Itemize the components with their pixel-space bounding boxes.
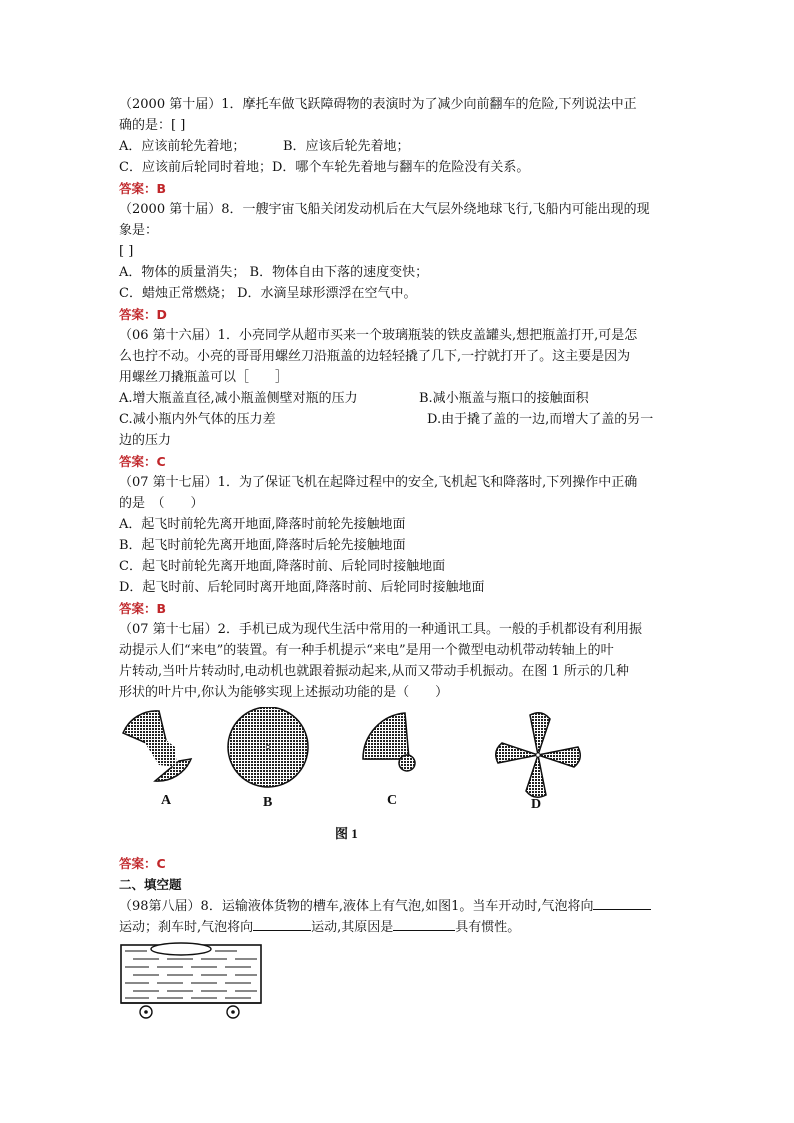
- q5-stem-line4: 形状的叶片中,你认为能够实现上述振动功能的是（ ）: [119, 685, 449, 700]
- q3-option-b: B.减小瓶盖与瓶口的接触面积: [419, 391, 589, 406]
- q2-options-ab: [119, 262, 679, 283]
- figure-label-a: A: [161, 793, 172, 808]
- q1-option-c: C．应该前后轮同时着地；: [119, 160, 272, 175]
- q5-stem-line2: 动提示人们“来电”的装置。有一种手机提示“来电”是用一个微型电动机带动转轴上的叶: [119, 643, 614, 658]
- blade-shape-b: [228, 707, 308, 787]
- q2-option-c: C．蜡烛正常燃烧；: [119, 286, 233, 301]
- q2-answer: 答案：D: [119, 307, 167, 322]
- q3-option-d-cont: 边的压力: [119, 433, 172, 448]
- q5-stem-line3: 片转动,当叶片转动时,电动机也就跟着振动起来,从而又带动手机振动。在图 1 所示的几种: [119, 664, 629, 679]
- q4-stem-line2: 的是 （ ）: [119, 496, 204, 511]
- q5-stem-line1: （07 第十七届）2．手机已成为现代生活中常用的一种通讯工具。一般的手机都设有利用振: [119, 622, 642, 637]
- q2-options-cd: [119, 283, 679, 304]
- q1-option-d: D．哪个车轮先着地与翻车的危险没有关系。: [271, 160, 530, 175]
- figure-label-c: C: [387, 793, 398, 808]
- q2-stem-line1: （2000 第十届）8．一艘宇宙飞船关闭发动机后在大气层外绕地球飞行,飞船内可能出现的现: [119, 202, 650, 217]
- figure-label-b: B: [263, 795, 273, 810]
- q4-option-b: B．起飞时前轮先离开地面,降落时后轮先接触地面: [119, 538, 406, 553]
- fill-question-line1: [119, 895, 679, 916]
- fill-question-stem: （98第八届）8．运输液体货物的槽车,液体上有气泡,如图1。当车开动时,气泡将向: [119, 899, 594, 914]
- tank-truck-figure: [119, 941, 269, 1021]
- q4-option-a: A．起飞时前轮先离开地面,降落时前轮先接触地面: [119, 517, 406, 532]
- blade-shape-c: [363, 713, 415, 771]
- q3-options-ab: [119, 388, 679, 409]
- blade-shape-a: [123, 711, 191, 781]
- q3-answer: 答案：C: [119, 454, 166, 469]
- figure-caption: 图 1: [335, 826, 358, 841]
- q3-stem-line3: 用螺丝刀撬瓶盖可以［ ］: [119, 370, 289, 385]
- blank-1: [593, 895, 651, 910]
- q3-stem-line2: 么也拧不动。小亮的哥哥用螺丝刀沿瓶盖的边轻轻撬了几下,一拧就打开了。这主要是因为: [119, 349, 631, 364]
- figure-label-d: D: [531, 797, 542, 812]
- q2-option-b: B．物体自由下落的速度变快；: [249, 265, 429, 280]
- document-page: [119, 94, 679, 1021]
- q4-option-d: D．起飞时前、后轮同时离开地面,降落时前、后轮同时接触地面: [119, 580, 485, 595]
- q3-option-c: C.减小瓶内外气体的压力差: [119, 412, 276, 427]
- q1-stem-line1: （2000 第十届）1．摩托车做飞跃障碍物的表演时为了减少向前翻车的危险,下列说法中正: [119, 97, 637, 112]
- section-heading: 二、填空题: [119, 877, 182, 892]
- tank-truck-svg: [119, 941, 269, 1023]
- q1-options-cd: [119, 157, 679, 178]
- q4-stem-line1: （07 第十七届）1．为了保证飞机在起降过程中的安全,飞机起飞和降落时,下列操作中正确: [119, 475, 638, 490]
- q3-stem-line1: （06 第十六届）1．小亮同学从超市买来一个玻璃瓶装的铁皮盖罐头,想把瓶盖打开,可是怎: [119, 328, 638, 343]
- q1-option-a: A．应该前轮先着地；: [119, 139, 246, 154]
- q1-stem-line2: 确的是：[ ]: [119, 118, 186, 133]
- figure-1-blade-shapes: [119, 707, 679, 847]
- q4-answer: 答案：B: [119, 601, 167, 616]
- fill-text-c: 具有惯性。: [455, 920, 521, 935]
- q3-option-a: A.增大瓶盖直径,减小瓶盖侧壁对瓶的压力: [119, 391, 358, 406]
- q2-option-d: D．水滴呈球形漂浮在空气中。: [237, 286, 417, 301]
- fill-text-b: 运动,其原因是: [311, 920, 394, 935]
- q5-answer: 答案：C: [119, 856, 166, 871]
- q2-option-a: A．物体的质量消失；: [119, 265, 246, 280]
- q1-option-b: B．应该后轮先着地；: [283, 139, 410, 154]
- blank-3: [393, 916, 455, 931]
- q3-options-cd: [119, 409, 679, 430]
- blade-shape-d: [496, 713, 581, 798]
- blank-2: [253, 916, 311, 931]
- figure-1-svg: [119, 707, 679, 847]
- fill-question-line2: [119, 916, 679, 937]
- fill-text-a: 运动；刹车时,气泡将向: [119, 920, 254, 935]
- q1-answer: 答案：B: [119, 181, 167, 196]
- q2-stem-line3: [ ]: [119, 244, 134, 259]
- q2-stem-line2: 象是：: [119, 223, 159, 238]
- q4-option-c: C．起飞时前轮先离开地面,降落时前、后轮同时接触地面: [119, 559, 446, 574]
- q3-option-d: D.由于撬了盖的一边,而增大了盖的另一: [427, 412, 654, 427]
- q1-options-ab: [119, 136, 679, 157]
